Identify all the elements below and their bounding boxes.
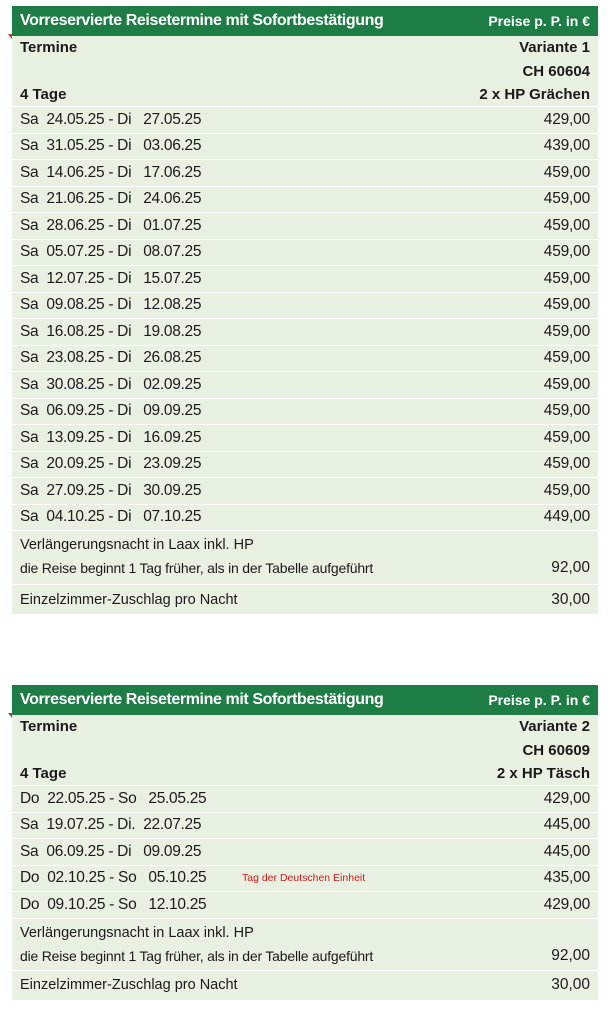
- table-row: [12, 212, 598, 239]
- row-date: Sa 24.05.25 - Di 27.05.25: [20, 110, 202, 128]
- table-header: [12, 6, 598, 36]
- extension-note: die Reise beginnt 1 Tag früher, als in der Tabelle aufgeführt: [20, 560, 374, 576]
- table-row: [12, 345, 598, 372]
- single-room-row: [12, 970, 598, 1000]
- termine-label: Termine: [20, 39, 78, 56]
- row-date: Sa 30.08.25 - Di 02.09.25: [20, 375, 202, 393]
- row-price: 459,00: [543, 428, 590, 446]
- table-row: [12, 424, 598, 451]
- row-price: 459,00: [543, 375, 590, 393]
- row-date: Do 22.05.25 - So 25.05.25: [20, 789, 207, 807]
- row-price: 435,00: [543, 869, 590, 887]
- table-meta: [12, 36, 598, 106]
- row-date: Sa 19.07.25 - Di. 22.07.25: [20, 816, 202, 834]
- price-table-variant-1: [12, 6, 598, 614]
- row-date: Sa 06.09.25 - Di 09.09.25: [20, 402, 202, 420]
- single-room-row: [12, 584, 598, 614]
- price-table-variant-2: [12, 685, 598, 1000]
- variant-code: CH 60609: [522, 742, 590, 759]
- row-price: 429,00: [543, 789, 590, 807]
- table-row: [12, 239, 598, 266]
- extension-label: Verlängerungsnacht in Laax inkl. HP: [20, 537, 254, 553]
- table-row: [12, 292, 598, 319]
- table-header: [12, 685, 598, 715]
- variant-label: Variante 2: [519, 718, 590, 735]
- table-row: [12, 133, 598, 160]
- row-price: 459,00: [543, 481, 590, 499]
- extension-note: die Reise beginnt 1 Tag früher, als in der Tabelle aufgeführt: [20, 947, 374, 964]
- extension-night-row: [12, 530, 598, 584]
- row-price: 459,00: [543, 190, 590, 208]
- row-price: 459,00: [543, 455, 590, 473]
- single-room-label: Einzelzimmer-Zuschlag pro Nacht: [20, 977, 238, 993]
- table-row: [12, 891, 598, 918]
- table-row: [12, 371, 598, 398]
- extension-price: 92,00: [551, 559, 590, 576]
- row-date: Sa 16.08.25 - Di 19.08.25: [20, 322, 202, 340]
- row-date: Sa 31.05.25 - Di 03.06.25: [20, 137, 202, 155]
- table-row: [12, 186, 598, 213]
- row-price: 429,00: [543, 895, 590, 913]
- row-price: 445,00: [543, 842, 590, 860]
- variant-code: CH 60604: [522, 63, 590, 80]
- table-row: [12, 265, 598, 292]
- row-price: 459,00: [543, 216, 590, 234]
- single-room-label: Einzelzimmer-Zuschlag pro Nacht: [20, 591, 238, 608]
- table-meta: [12, 715, 598, 785]
- header-price-label: Preise p. P. in €: [488, 13, 590, 29]
- date-rows: [12, 106, 598, 530]
- table-row: [12, 838, 598, 865]
- table-row: [12, 504, 598, 531]
- variant-label: Variante 1: [519, 39, 590, 56]
- row-date: Sa 28.06.25 - Di 01.07.25: [20, 216, 202, 234]
- duration-label: 4 Tage: [20, 86, 67, 103]
- duration-label: 4 Tage: [20, 765, 67, 782]
- row-date: Do 09.10.25 - So 12.10.25: [20, 895, 207, 913]
- extension-price: 92,00: [551, 946, 590, 964]
- row-date: Sa 04.10.25 - Di 07.10.25: [20, 508, 202, 526]
- row-price: 445,00: [543, 816, 590, 834]
- table-row: [12, 812, 598, 839]
- table-row: [12, 398, 598, 425]
- header-title: Vorreservierte Reisetermine mit Sofortbestätigung: [20, 12, 384, 29]
- row-date: Sa 06.09.25 - Di 09.09.25: [20, 842, 202, 860]
- board-label: 2 x HP Täsch: [496, 765, 590, 782]
- row-price: 459,00: [543, 349, 590, 367]
- row-price: 459,00: [543, 296, 590, 314]
- termine-label: Termine: [20, 718, 78, 735]
- single-room-price: 30,00: [551, 976, 590, 993]
- row-date: Sa 27.09.25 - Di 30.09.25: [20, 481, 202, 499]
- table-row: [12, 106, 598, 133]
- table-row: [12, 477, 598, 504]
- row-price: 449,00: [543, 508, 590, 526]
- row-price: 459,00: [543, 243, 590, 261]
- row-date: Sa 12.07.25 - Di 15.07.25: [20, 269, 202, 287]
- row-date: Sa 13.09.25 - Di 16.09.25: [20, 428, 202, 446]
- header-title: Vorreservierte Reisetermine mit Sofortbestätigung: [20, 691, 384, 708]
- row-price: 429,00: [543, 110, 590, 128]
- table-row: [12, 451, 598, 478]
- date-rows: [12, 785, 598, 918]
- row-price: 459,00: [543, 322, 590, 340]
- holiday-note: Tag der Deutschen Einheit: [242, 872, 366, 885]
- table-row: [12, 318, 598, 345]
- row-date: Do 02.10.25 - So 05.10.25: [20, 869, 207, 887]
- row-date: Sa 05.07.25 - Di 08.07.25: [20, 243, 202, 261]
- row-price: 459,00: [543, 269, 590, 287]
- single-room-price: 30,00: [551, 590, 590, 608]
- board-label: 2 x HP Grächen: [479, 86, 590, 103]
- table-row: [12, 159, 598, 186]
- row-date: Sa 09.08.25 - Di 12.08.25: [20, 296, 202, 314]
- extension-night-row: [12, 918, 598, 970]
- table-row: [12, 785, 598, 812]
- header-price-label: Preise p. P. in €: [488, 692, 590, 708]
- row-date: Sa 21.06.25 - Di 24.06.25: [20, 190, 202, 208]
- table-row: [12, 865, 598, 892]
- row-price: 459,00: [543, 163, 590, 181]
- row-date: Sa 20.09.25 - Di 23.09.25: [20, 455, 202, 473]
- row-price: 439,00: [543, 137, 590, 155]
- row-date: Sa 23.08.25 - Di 26.08.25: [20, 349, 202, 367]
- extension-label: Verlängerungsnacht in Laax inkl. HP: [20, 924, 254, 941]
- row-date: Sa 14.06.25 - Di 17.06.25: [20, 163, 202, 181]
- row-price: 459,00: [543, 402, 590, 420]
